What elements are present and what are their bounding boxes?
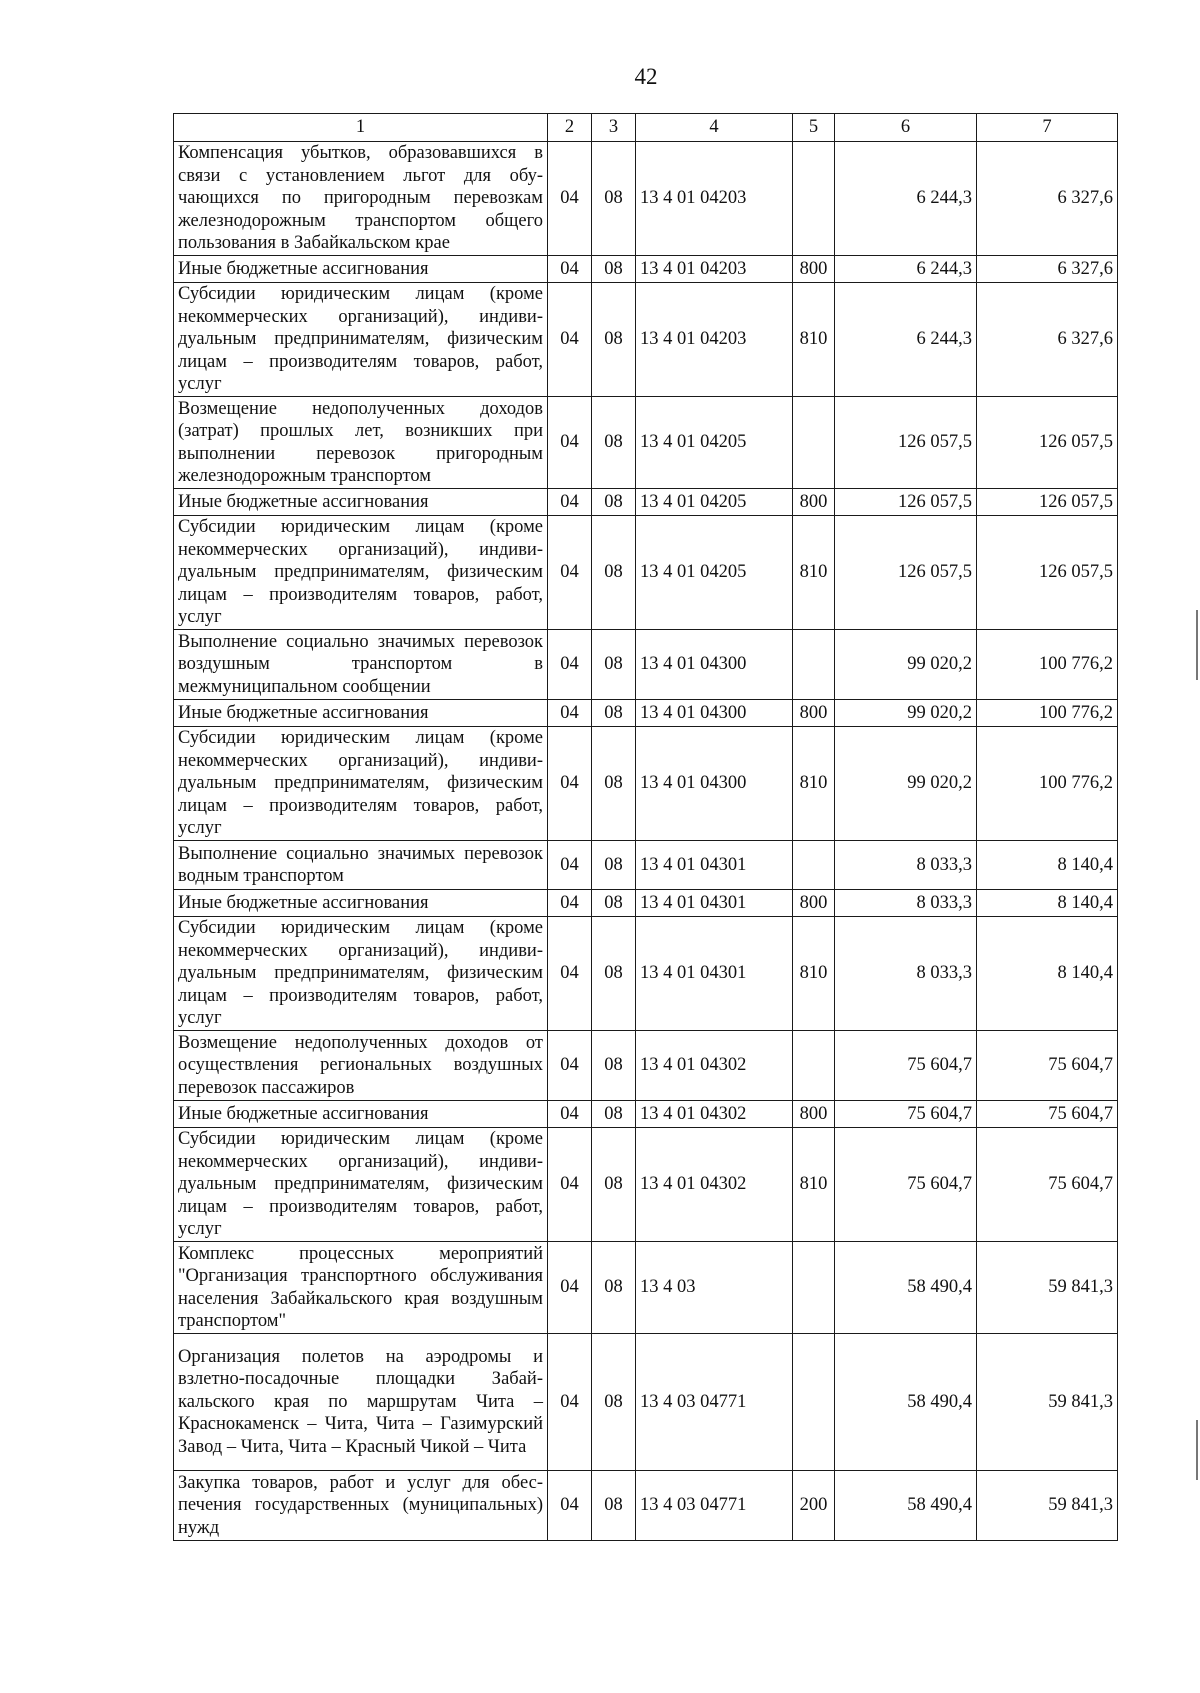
row-description: Выполнение социально значимых перевозок водным транспортом — [174, 841, 548, 890]
table-row — [174, 917, 1118, 1031]
cell-c4: 13 4 01 04203 — [636, 256, 793, 283]
cell-c7: 8 140,4 — [977, 841, 1118, 890]
budget-table — [173, 113, 1118, 1541]
row-description: Организация полетов на аэродромы и взлетно-посадочные площадки Забайкальского края по маршрутам Чита – Краснокаменск – Чита, Чита – Газимурский Завод – Чита, Чита – Красный Чикой – Чита — [174, 1334, 548, 1471]
cell-c3: 08 — [592, 727, 636, 841]
header-row — [174, 114, 1118, 142]
cell-c2: 04 — [548, 630, 592, 700]
table-row — [174, 890, 1118, 917]
table-row — [174, 397, 1118, 489]
table-row — [174, 142, 1118, 256]
cell-c5 — [793, 1242, 835, 1334]
cell-c3: 08 — [592, 890, 636, 917]
cell-c2: 04 — [548, 1334, 592, 1471]
cell-c6: 6 244,3 — [835, 142, 977, 256]
cell-c4: 13 4 03 04771 — [636, 1334, 793, 1471]
cell-c2: 04 — [548, 1031, 592, 1101]
table-row — [174, 700, 1118, 727]
cell-c6: 8 033,3 — [835, 890, 977, 917]
column-header: 6 — [835, 114, 977, 142]
row-description: Иные бюджетные ассигнования — [174, 1101, 548, 1128]
cell-c4: 13 4 01 04205 — [636, 489, 793, 516]
row-description: Компенсация убытков, образовавшихся в связи с установлением льгот для обучающихся по пригородным перевозкам железнодорожным транспортом общего пользования в Забайкальском крае — [174, 142, 548, 256]
cell-c2: 04 — [548, 700, 592, 727]
cell-c3: 08 — [592, 917, 636, 1031]
cell-c6: 8 033,3 — [835, 917, 977, 1031]
cell-c5 — [793, 1031, 835, 1101]
cell-c5: 200 — [793, 1471, 835, 1541]
row-description: Возмещение недополученных доходов (затрат) прошлых лет, возникших при выполнении перевозок пригородным железнодорожным транспортом — [174, 397, 548, 489]
row-description: Иные бюджетные ассигнования — [174, 700, 548, 727]
cell-c7: 6 327,6 — [977, 142, 1118, 256]
cell-c3: 08 — [592, 516, 636, 630]
cell-c5: 800 — [793, 700, 835, 727]
cell-c2: 04 — [548, 1242, 592, 1334]
table-row — [174, 1031, 1118, 1101]
column-header: 7 — [977, 114, 1118, 142]
cell-c4: 13 4 01 04205 — [636, 397, 793, 489]
cell-c5 — [793, 841, 835, 890]
cell-c6: 126 057,5 — [835, 489, 977, 516]
cell-c4: 13 4 01 04302 — [636, 1031, 793, 1101]
cell-c7: 75 604,7 — [977, 1031, 1118, 1101]
table-row — [174, 1101, 1118, 1128]
cell-c3: 08 — [592, 1334, 636, 1471]
table-row — [174, 727, 1118, 841]
cell-c2: 04 — [548, 1101, 592, 1128]
cell-c3: 08 — [592, 1242, 636, 1334]
cell-c3: 08 — [592, 630, 636, 700]
cell-c7: 100 776,2 — [977, 727, 1118, 841]
row-description: Иные бюджетные ассигнования — [174, 890, 548, 917]
scan-edge-mark — [1196, 1420, 1198, 1480]
cell-c7: 126 057,5 — [977, 397, 1118, 489]
cell-c3: 08 — [592, 841, 636, 890]
cell-c2: 04 — [548, 283, 592, 397]
cell-c4: 13 4 01 04301 — [636, 841, 793, 890]
cell-c3: 08 — [592, 1471, 636, 1541]
cell-c2: 04 — [548, 917, 592, 1031]
cell-c6: 6 244,3 — [835, 256, 977, 283]
cell-c4: 13 4 01 04302 — [636, 1128, 793, 1242]
cell-c3: 08 — [592, 1128, 636, 1242]
cell-c6: 75 604,7 — [835, 1031, 977, 1101]
cell-c2: 04 — [548, 397, 592, 489]
cell-c5: 800 — [793, 890, 835, 917]
cell-c6: 58 490,4 — [835, 1334, 977, 1471]
cell-c7: 59 841,3 — [977, 1471, 1118, 1541]
cell-c2: 04 — [548, 890, 592, 917]
cell-c7: 75 604,7 — [977, 1128, 1118, 1242]
cell-c5: 810 — [793, 283, 835, 397]
table-row — [174, 1334, 1118, 1471]
cell-c3: 08 — [592, 283, 636, 397]
cell-c6: 99 020,2 — [835, 700, 977, 727]
cell-c7: 75 604,7 — [977, 1101, 1118, 1128]
row-description: Субсидии юридическим лицам (кроме некоммерческих организаций), индивидуальным предпринимателям, физическим лицам – производителям товаров, работ, услуг — [174, 727, 548, 841]
row-description: Комплекс процессных мероприятий "Организация транспортного обслуживания населения Забайкальского края воздушным транспортом" — [174, 1242, 548, 1334]
cell-c2: 04 — [548, 727, 592, 841]
cell-c4: 13 4 01 04301 — [636, 917, 793, 1031]
cell-c2: 04 — [548, 1128, 592, 1242]
column-header: 3 — [592, 114, 636, 142]
row-description: Субсидии юридическим лицам (кроме некоммерческих организаций), индивидуальным предпринимателям, физическим лицам – производителям товаров, работ, услуг — [174, 917, 548, 1031]
cell-c2: 04 — [548, 516, 592, 630]
column-header: 1 — [174, 114, 548, 142]
cell-c6: 99 020,2 — [835, 630, 977, 700]
cell-c2: 04 — [548, 256, 592, 283]
cell-c6: 58 490,4 — [835, 1471, 977, 1541]
cell-c3: 08 — [592, 142, 636, 256]
cell-c4: 13 4 01 04301 — [636, 890, 793, 917]
row-description: Субсидии юридическим лицам (кроме некоммерческих организаций), индивидуальным предпринимателям, физическим лицам – производителям товаров, работ, услуг — [174, 283, 548, 397]
table-row — [174, 841, 1118, 890]
cell-c4: 13 4 01 04300 — [636, 727, 793, 841]
page-number: 42 — [634, 64, 658, 89]
cell-c5 — [793, 630, 835, 700]
row-description: Выполнение социально значимых перевозок воздушным транспортом в межмуниципальном сообщении — [174, 630, 548, 700]
cell-c3: 08 — [592, 1101, 636, 1128]
cell-c6: 126 057,5 — [835, 516, 977, 630]
row-description: Возмещение недополученных доходов от осуществления региональных воздушных перевозок пассажиров — [174, 1031, 548, 1101]
cell-c2: 04 — [548, 841, 592, 890]
row-description: Иные бюджетные ассигнования — [174, 256, 548, 283]
cell-c7: 6 327,6 — [977, 283, 1118, 397]
cell-c3: 08 — [592, 256, 636, 283]
cell-c4: 13 4 01 04203 — [636, 142, 793, 256]
cell-c5: 800 — [793, 489, 835, 516]
cell-c5 — [793, 397, 835, 489]
cell-c5 — [793, 142, 835, 256]
cell-c7: 59 841,3 — [977, 1242, 1118, 1334]
table-row — [174, 1471, 1118, 1541]
cell-c7: 126 057,5 — [977, 516, 1118, 630]
cell-c7: 100 776,2 — [977, 630, 1118, 700]
cell-c4: 13 4 01 04302 — [636, 1101, 793, 1128]
column-header: 5 — [793, 114, 835, 142]
cell-c6: 75 604,7 — [835, 1128, 977, 1242]
cell-c7: 59 841,3 — [977, 1334, 1118, 1471]
cell-c7: 126 057,5 — [977, 489, 1118, 516]
table-row — [174, 489, 1118, 516]
table-row — [174, 630, 1118, 700]
row-description: Субсидии юридическим лицам (кроме некоммерческих организаций), индивидуальным предпринимателям, физическим лицам – производителям товаров, работ, услуг — [174, 1128, 548, 1242]
cell-c5: 800 — [793, 256, 835, 283]
table-row — [174, 283, 1118, 397]
cell-c3: 08 — [592, 397, 636, 489]
cell-c5: 810 — [793, 917, 835, 1031]
cell-c3: 08 — [592, 700, 636, 727]
row-description: Иные бюджетные ассигнования — [174, 489, 548, 516]
cell-c7: 8 140,4 — [977, 917, 1118, 1031]
cell-c4: 13 4 03 04771 — [636, 1471, 793, 1541]
cell-c4: 13 4 01 04300 — [636, 700, 793, 727]
scan-edge-mark — [1196, 610, 1198, 680]
cell-c4: 13 4 01 04205 — [636, 516, 793, 630]
cell-c4: 13 4 01 04300 — [636, 630, 793, 700]
row-description: Субсидии юридическим лицам (кроме некоммерческих организаций), индивидуальным предпринимателям, физическим лицам – производителям товаров, работ, услуг — [174, 516, 548, 630]
cell-c6: 58 490,4 — [835, 1242, 977, 1334]
cell-c5: 810 — [793, 516, 835, 630]
cell-c6: 75 604,7 — [835, 1101, 977, 1128]
table-row — [174, 1242, 1118, 1334]
table-row — [174, 516, 1118, 630]
table-row — [174, 256, 1118, 283]
row-description: Закупка товаров, работ и услуг для обеспечения государственных (муниципальных) нужд — [174, 1471, 548, 1541]
cell-c6: 8 033,3 — [835, 841, 977, 890]
cell-c5: 800 — [793, 1101, 835, 1128]
cell-c5: 810 — [793, 727, 835, 841]
cell-c3: 08 — [592, 1031, 636, 1101]
cell-c3: 08 — [592, 489, 636, 516]
cell-c6: 126 057,5 — [835, 397, 977, 489]
cell-c2: 04 — [548, 142, 592, 256]
table-body — [174, 142, 1118, 1541]
cell-c6: 99 020,2 — [835, 727, 977, 841]
cell-c5: 810 — [793, 1128, 835, 1242]
cell-c7: 100 776,2 — [977, 700, 1118, 727]
column-header: 2 — [548, 114, 592, 142]
cell-c6: 6 244,3 — [835, 283, 977, 397]
cell-c2: 04 — [548, 1471, 592, 1541]
table-row — [174, 1128, 1118, 1242]
cell-c7: 8 140,4 — [977, 890, 1118, 917]
cell-c5 — [793, 1334, 835, 1471]
cell-c4: 13 4 01 04203 — [636, 283, 793, 397]
cell-c2: 04 — [548, 489, 592, 516]
cell-c7: 6 327,6 — [977, 256, 1118, 283]
column-header: 4 — [636, 114, 793, 142]
cell-c4: 13 4 03 — [636, 1242, 793, 1334]
